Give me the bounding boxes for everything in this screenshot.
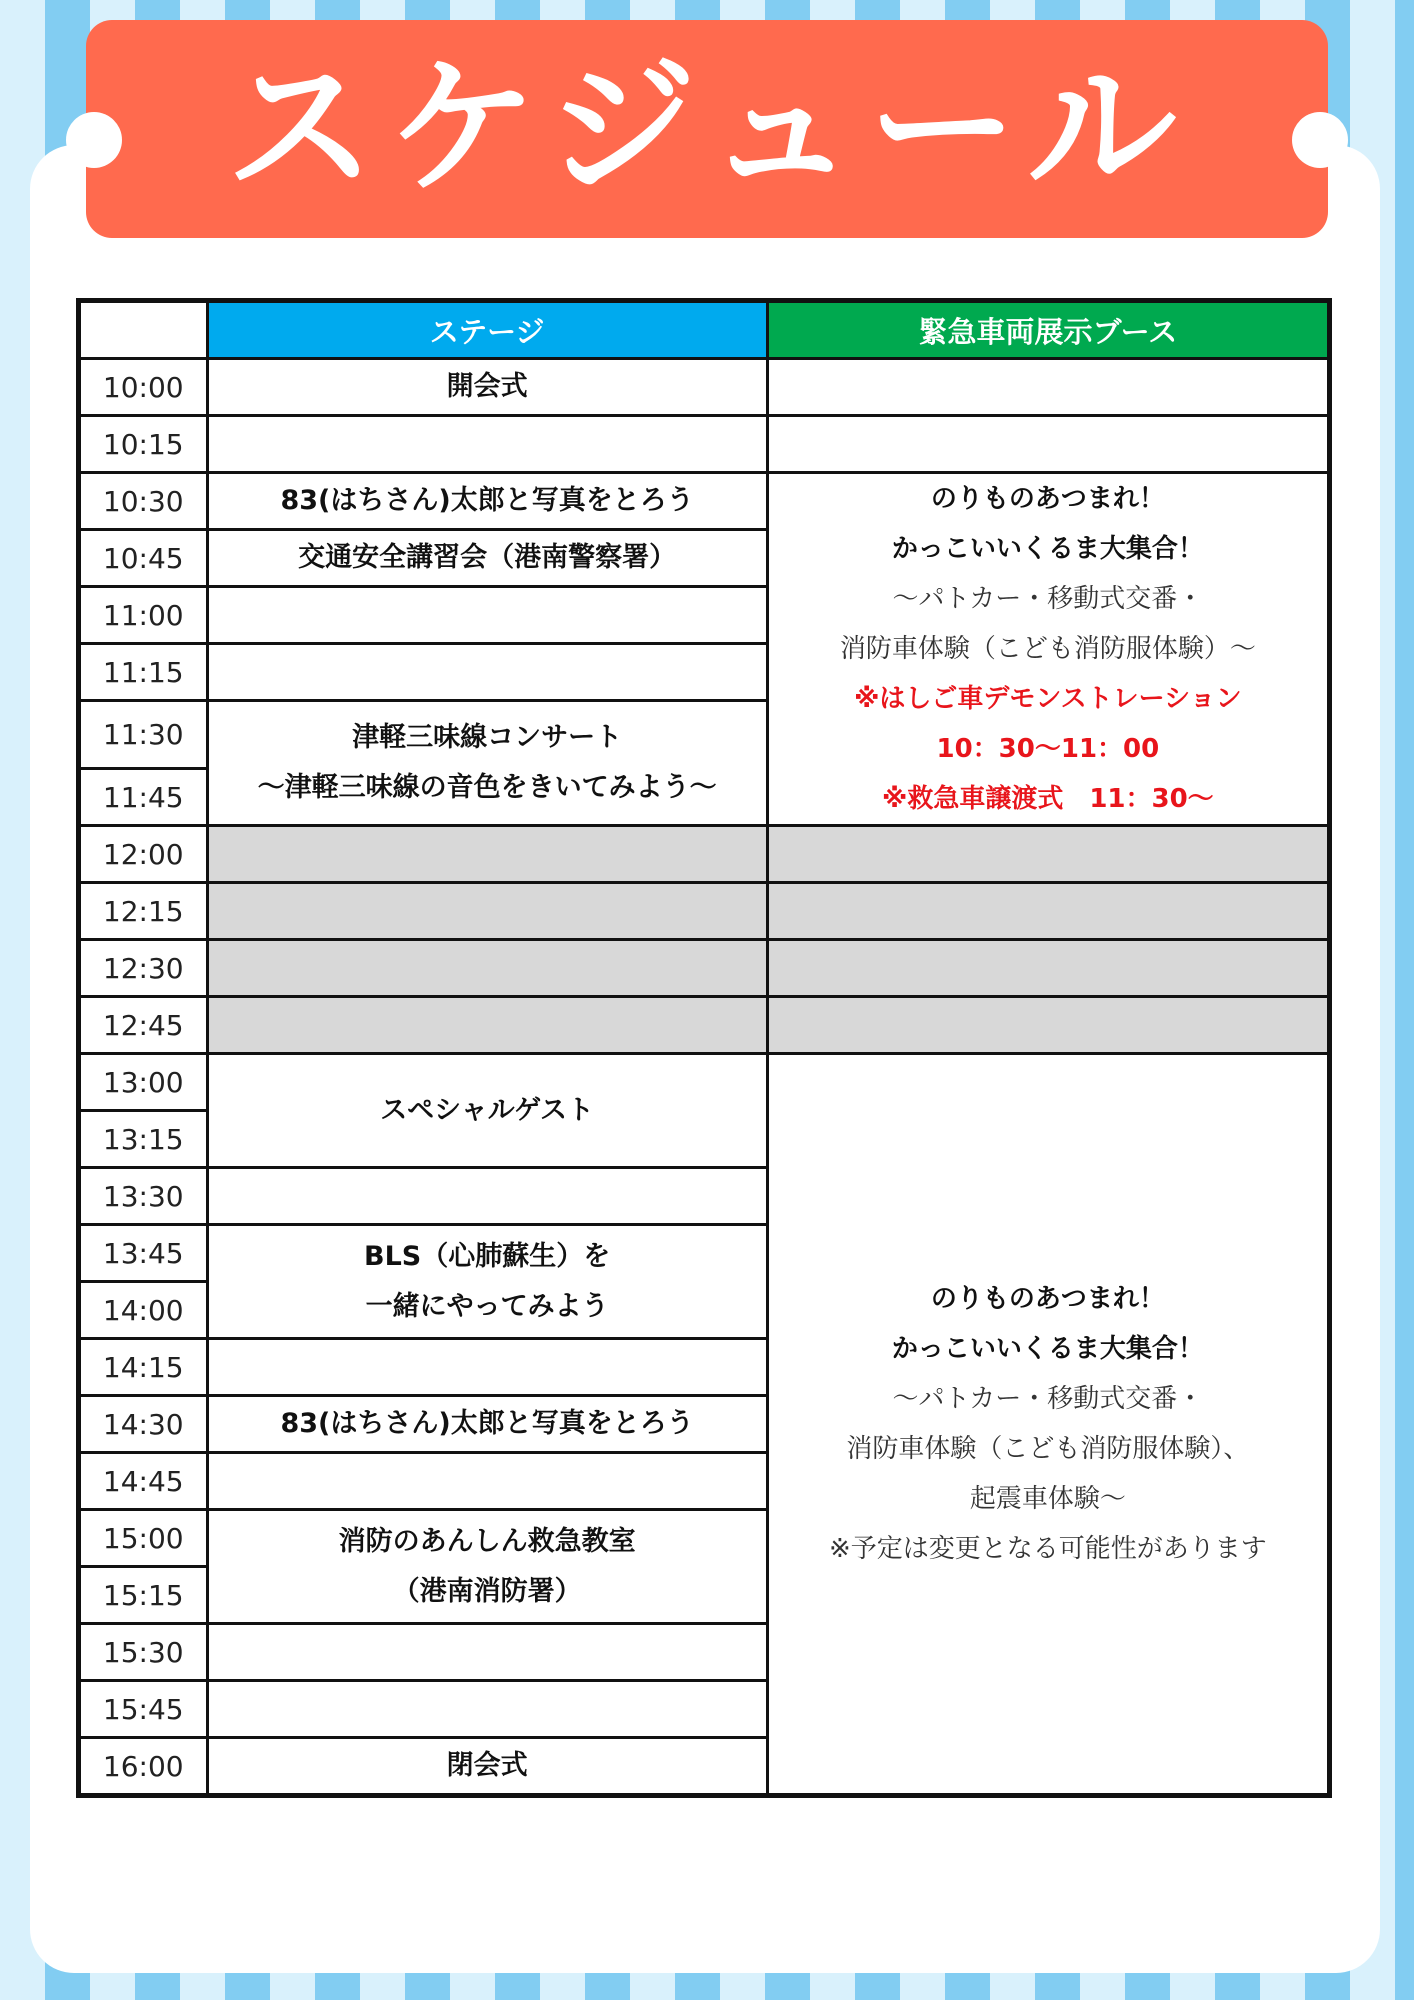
stage-empty-cell (207, 1168, 767, 1225)
time-cell: 10:30 (79, 473, 208, 530)
stage-break-cell (207, 940, 767, 997)
booth-note: ※予定は変更となる可能性があります (828, 1534, 1267, 1564)
stage-event-bls (207, 1225, 767, 1339)
time-row (79, 1054, 1330, 1111)
time-row (79, 359, 1330, 416)
time-cell: 13:45 (79, 1225, 208, 1282)
page-title: スケジュール (225, 42, 1189, 216)
time-cell: 12:45 (79, 997, 208, 1054)
stage-empty-cell (207, 1453, 767, 1510)
time-cell: 15:15 (79, 1567, 208, 1624)
time-cell: 12:15 (79, 883, 208, 940)
class-line-2: （港南消防署） (392, 1575, 582, 1607)
concert-line-1: 津軽三味線コンサート (352, 722, 623, 753)
booth-break-cell (767, 997, 1329, 1054)
booth-text: 〜パトカー・移動式交番・ (892, 584, 1204, 614)
booth-text: 消防車体験（こども消防服体験）、 (846, 1434, 1250, 1464)
bls-line-1: BLS（心肺蘇生）を (364, 1240, 611, 1272)
booth-text: かっこいいくるま大集合！ (891, 534, 1204, 564)
booth-morning-cell (767, 473, 1329, 826)
stage-empty-cell (207, 1681, 767, 1738)
stage-break-cell (207, 997, 767, 1054)
booth-afternoon-cell (767, 1054, 1329, 1796)
bls-line-2: 一緒にやってみよう (365, 1290, 609, 1322)
stage-empty-cell (207, 587, 767, 644)
time-row (79, 826, 1330, 883)
booth-text: 〜パトカー・移動式交番・ (892, 1384, 1204, 1414)
time-cell: 15:30 (79, 1624, 208, 1681)
time-cell: 13:30 (79, 1168, 208, 1225)
time-cell: 10:00 (79, 359, 208, 416)
time-row (79, 883, 1330, 940)
stage-event-closing: 閉会式 (207, 1738, 767, 1796)
time-row (79, 997, 1330, 1054)
booth-text: のりものあつまれ！ (930, 1284, 1165, 1314)
header-booth: 緊急車両展示ブース (767, 301, 1329, 359)
time-cell: 15:00 (79, 1510, 208, 1567)
booth-break-cell (767, 940, 1329, 997)
time-cell: 14:15 (79, 1339, 208, 1396)
stage-empty-cell (207, 1339, 767, 1396)
booth-text: かっこいいくるま大集合！ (891, 1334, 1204, 1364)
time-cell: 10:45 (79, 530, 208, 587)
stage-event-concert (207, 701, 767, 826)
stage-break-cell (207, 883, 767, 940)
booth-highlight-text: 10：30〜11：00 (936, 734, 1160, 764)
booth-empty-cell (767, 359, 1329, 416)
time-cell: 16:00 (79, 1738, 208, 1796)
booth-text: 消防車体験（こども消防服体験）〜 (839, 634, 1256, 664)
class-line-1: 消防のあんしん救急教室 (338, 1525, 636, 1557)
stage-event-photo: 83(はちさん)太郎と写真をとろう (207, 1396, 767, 1453)
time-cell: 13:00 (79, 1054, 208, 1111)
time-row (79, 416, 1330, 473)
header-stage: ステージ (207, 301, 767, 359)
booth-highlight-text: ※救急車譲渡式 11：30〜 (882, 784, 1214, 814)
booth-text: 起震車体験〜 (969, 1484, 1126, 1514)
booth-empty-cell (767, 416, 1329, 473)
time-cell: 14:00 (79, 1282, 208, 1339)
header-time-corner (79, 301, 208, 359)
booth-break-cell (767, 883, 1329, 940)
stage-event-photo: 83(はちさん)太郎と写真をとろう (207, 473, 767, 530)
concert-line-2: 〜津軽三味線の音色をきいてみよう〜 (257, 772, 717, 803)
time-row (79, 940, 1330, 997)
header-row (79, 301, 1330, 359)
time-cell: 12:00 (79, 826, 208, 883)
stage-empty-cell (207, 1624, 767, 1681)
time-cell: 12:30 (79, 940, 208, 997)
time-cell: 15:45 (79, 1681, 208, 1738)
time-cell: 11:45 (79, 769, 208, 826)
stage-break-cell (207, 826, 767, 883)
stage-empty-cell (207, 644, 767, 701)
booth-highlight-text: ※はしご車デモンストレーション (854, 684, 1242, 714)
stage-event-traffic: 交通安全講習会（港南警察署） (207, 530, 767, 587)
time-cell: 13:15 (79, 1111, 208, 1168)
stage-event-class (207, 1510, 767, 1624)
stage-empty-cell (207, 416, 767, 473)
schedule-table (76, 298, 1332, 1798)
time-cell: 14:45 (79, 1453, 208, 1510)
stage-event-guest: スペシャルゲスト (207, 1054, 767, 1168)
time-cell: 14:30 (79, 1396, 208, 1453)
time-row (79, 473, 1330, 530)
stage-event-opening: 開会式 (207, 359, 767, 416)
time-cell: 11:15 (79, 644, 208, 701)
booth-break-cell (767, 826, 1329, 883)
time-cell: 11:30 (79, 701, 208, 769)
time-cell: 11:00 (79, 587, 208, 644)
time-cell: 10:15 (79, 416, 208, 473)
booth-text: のりものあつまれ！ (930, 484, 1165, 514)
